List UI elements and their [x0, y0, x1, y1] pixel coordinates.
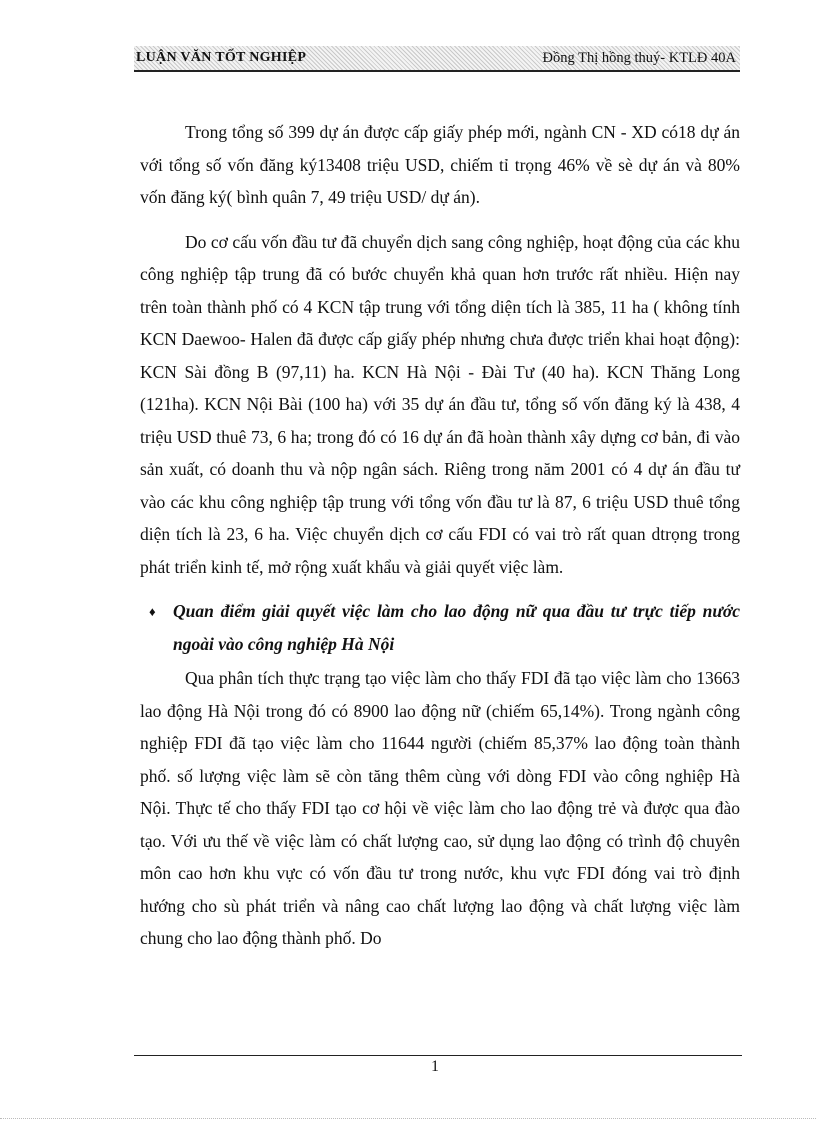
- section-bullet: [140, 595, 740, 660]
- document-body: [140, 116, 740, 967]
- author-label: Đồng Thị hồng thuý- KTLĐ 40A: [542, 50, 736, 66]
- page-number: 1: [431, 1058, 439, 1075]
- body-paragraph: Qua phân tích thực trạng tạo việc làm cho thấy FDI đã tạo việc làm cho 13663 lao động Hà Nội trong đó có 8900 lao động nữ (chiếm 65,14%). Trong ngành công nghiệp FDI đã tạo việc làm cho 11644 người (chiếm 85,37% lao động toàn thành phố. số lượng việc làm sẽ còn tăng thêm cùng với dòng FDI vào công nghiệp Hà Nội. Thực tế cho thấy FDI tạo cơ hội về việc làm cho lao động trẻ và được qua đào tạo. Với ưu thế về việc làm có chất lượng cao, sử dụng lao động có trình độ chuyên môn cao hơn khu vực có vốn đầu tư trong nước, khu vực FDI đóng vai trò định hướng cho sù phát triển và nâng cao chất lượng lao động và chất lượng việc làm chung cho lao động thành phố. Do: [140, 668, 740, 948]
- footer-divider: [134, 1055, 742, 1056]
- body-paragraph: Do cơ cấu vốn đầu tư đã chuyển dịch sang công nghiệp, hoạt động của các khu công nghiệp tập trung đã có bước chuyển khả quan hơn trước rất nhiều. Hiện nay trên toàn thành phố có 4 KCN tập trung với tổng diện tích là 385, 11 ha ( không tính KCN Daewoo- Halen đã được cấp giấy phép nhưng chưa được triển khai hoạt động): KCN Sài đồng B (97,11) ha. KCN Hà Nội - Đài Tư (40 ha). KCN Thăng Long (121ha). KCN Nội Bài (100 ha) với 35 dự án đầu tư, tổng số vốn đăng ký là 438, 4 triệu USD thuê 73, 6 ha; trong đó có 16 dự án đã hoàn thành xây dựng cơ bản, đi vào sản xuất, có doanh thu và nộp ngân sách. Riêng trong năm 2001 có 4 dự án đầu tư vào các khu công nghiệp tập trung với tổng vốn đầu tư là 87, 6 triệu USD thuê tổng diện tích là 23, 6 ha. Việc chuyển dịch cơ cấu FDI có vai trò rất quan dtrọng trong phát triển kinh tế, mở rộng xuất khẩu và giải quyết việc làm.: [140, 231, 740, 577]
- diamond-bullet-icon: ♦: [149, 604, 156, 619]
- page-header: [134, 46, 740, 72]
- section-heading: Quan điểm giải quyết việc làm cho lao động nữ qua đầu tư trực tiếp nước ngoài vào công nghiệp Hà Nội: [173, 601, 740, 654]
- thesis-label: LUẬN VĂN TỐT NGHIỆP: [136, 50, 307, 65]
- page-edge-divider: [0, 1118, 816, 1119]
- body-paragraph: Trong tổng số 399 dự án được cấp giấy phép mới, ngành CN - XD có18 dự án với tổng số vốn đăng ký13408 triệu USD, chiếm tỉ trọng 46% về sè dự án và 80% vốn đăng ký( bình quân 7, 49 triệu USD/ dự án).: [140, 122, 740, 207]
